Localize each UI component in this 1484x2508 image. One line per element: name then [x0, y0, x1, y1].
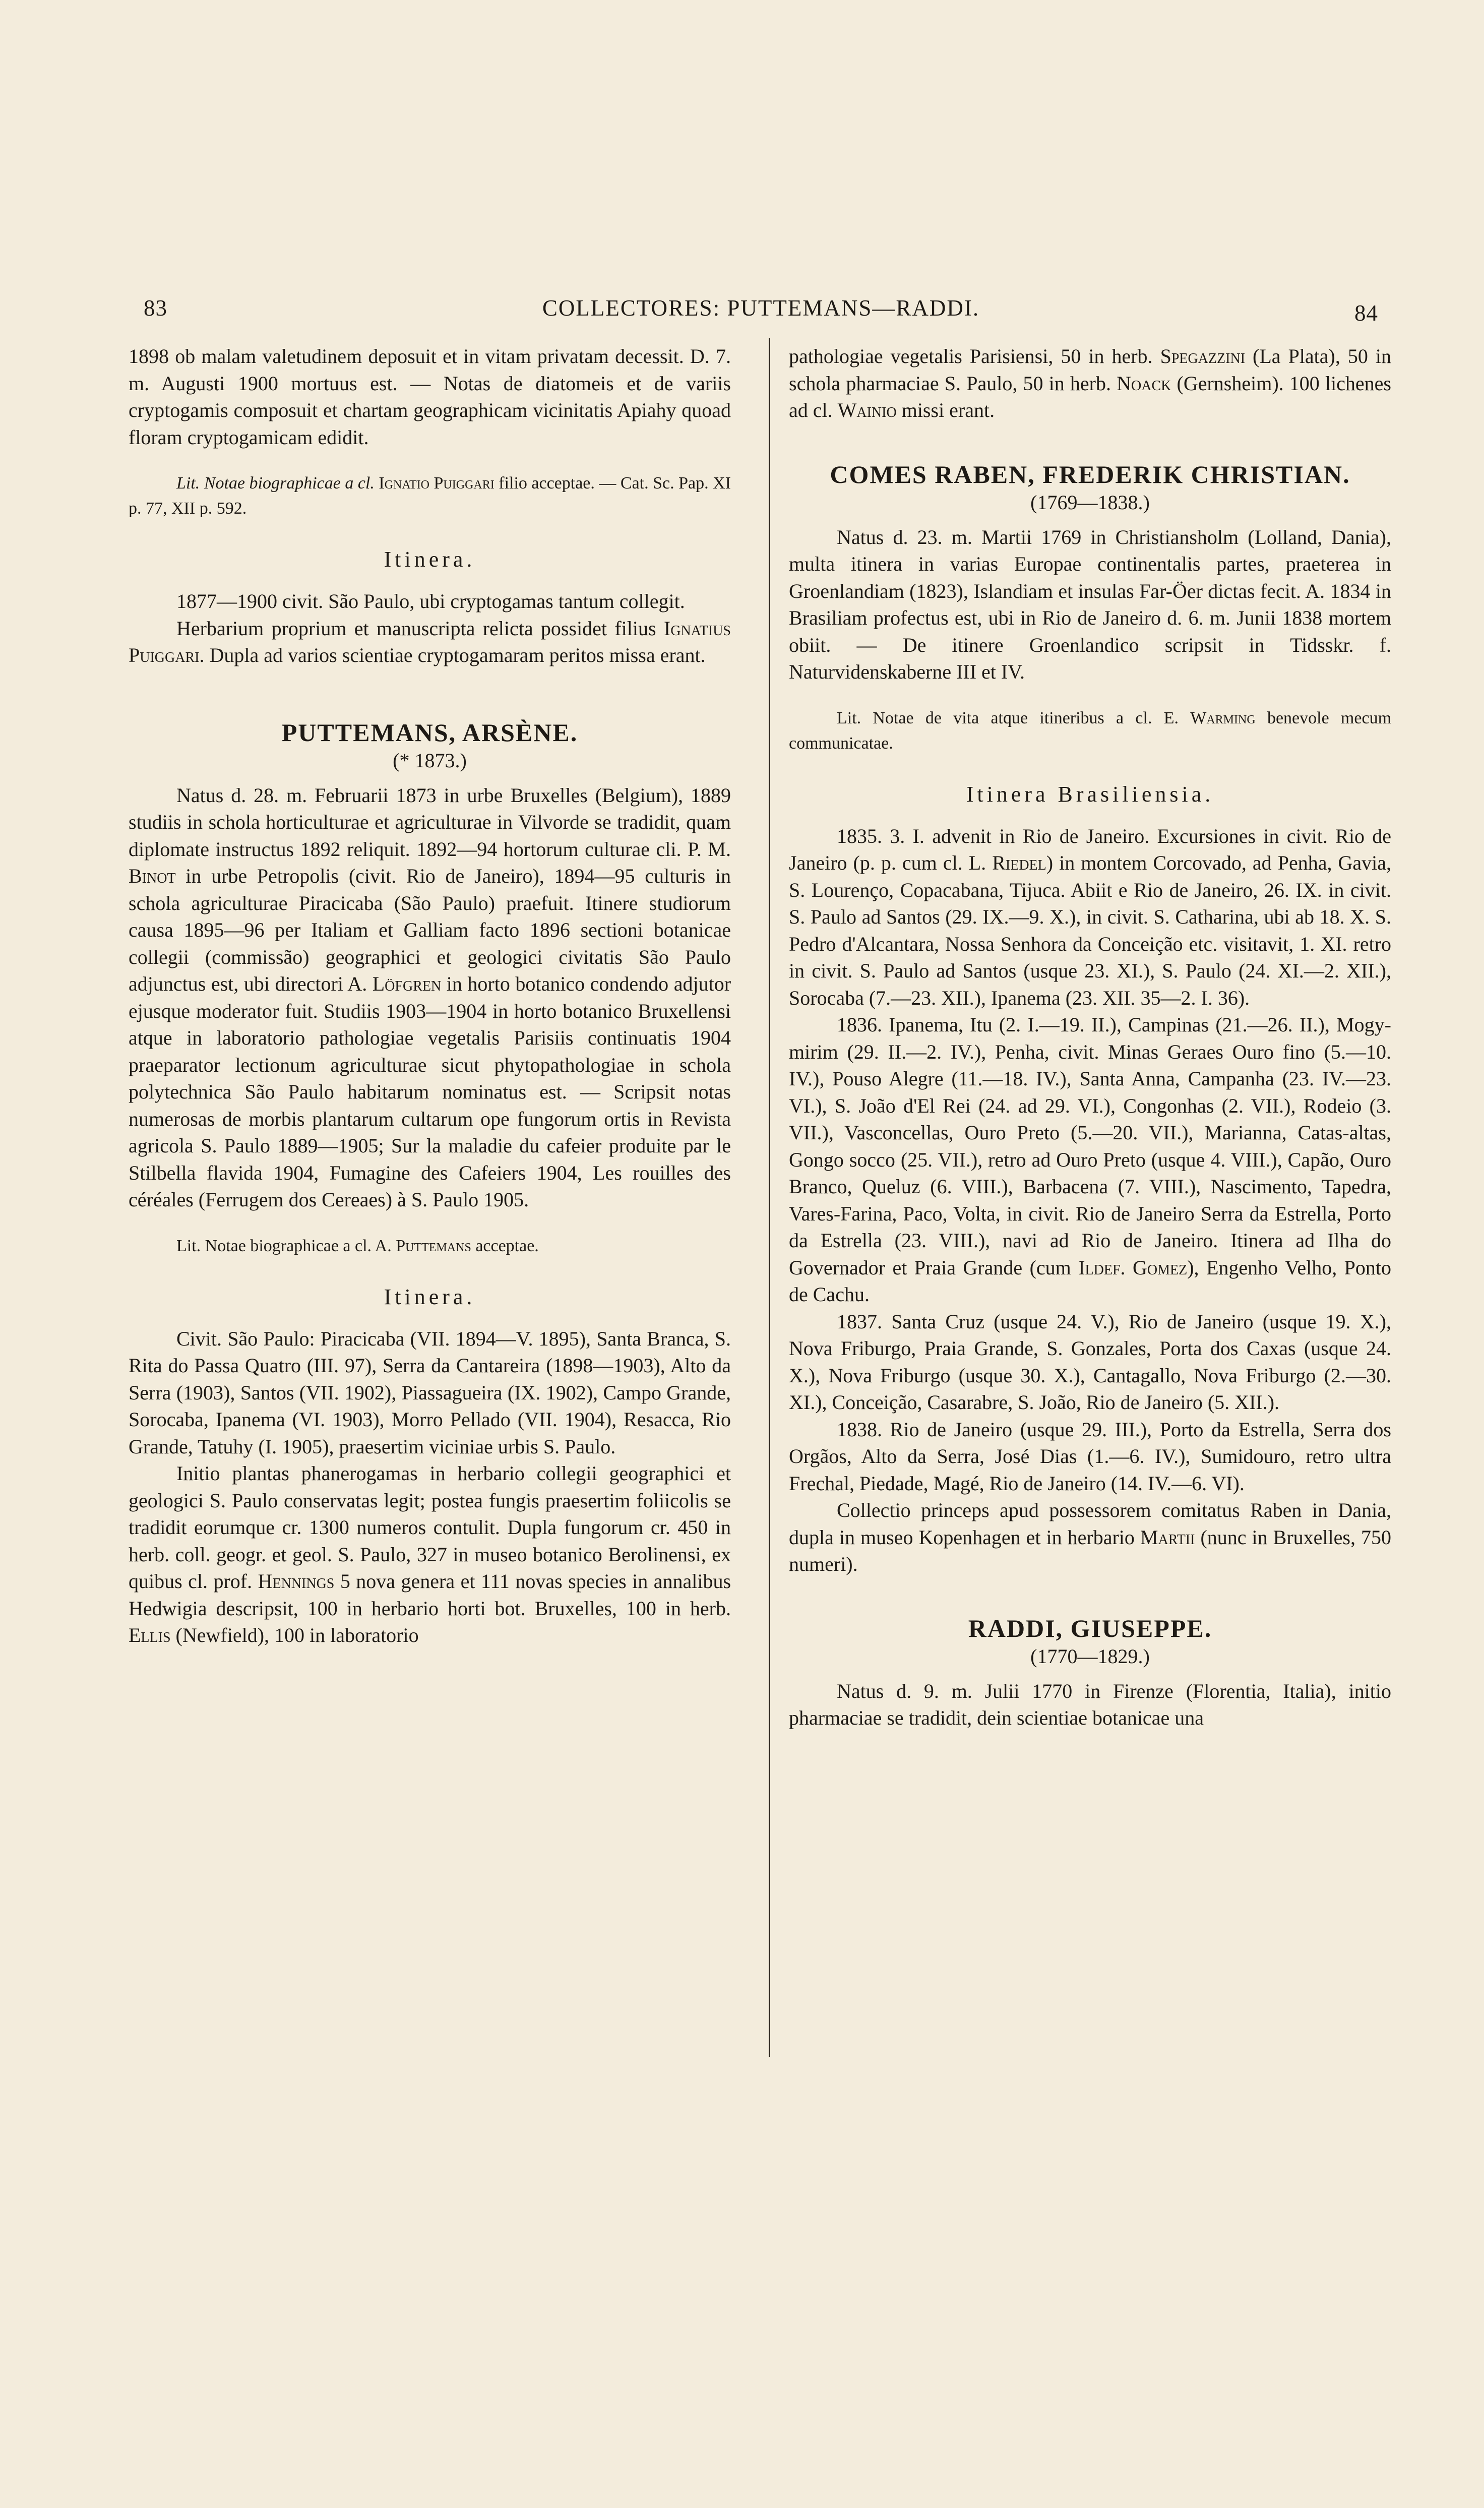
entry-dates-puttemans: (* 1873.): [393, 749, 467, 772]
person-name: Riedel: [992, 851, 1046, 874]
column-divider: [769, 338, 770, 2057]
person-name: Noack: [1117, 372, 1171, 395]
lit-label: Lit.: [176, 474, 200, 493]
puttemans-collection-text: Initio plantas phanerogamas in herbario collegii geographici et geologici S. Paulo conservatas legit; postea fungis praesertim foliicolis se tradidit eorumque cr. 1300 numeros contulit. Dupla fungorum cr. 450 in herb. coll. geogr. et geol. S. Paulo, 327 in museo botanico Berolinensi, ex quibus cl. prof. Hennings 5 nova genera et 111 novas species in annalibus Hedwigia descripsit, 100 in herbario horti bot. Bruxelles, 100 in herb. Ellis (Newfield), 100 in laboratorio: [129, 1462, 731, 1646]
person-name: Ildef. Gomez: [1078, 1256, 1188, 1279]
section-heading-itinera: Itinera.: [384, 547, 476, 572]
person-name: Binot: [129, 865, 176, 887]
raben-literature: Lit. Notae de vita atque itineribus a cl. E. Warming benevole mecum communicatae.: [789, 708, 1392, 753]
person-name: Puttemans: [396, 1236, 471, 1255]
person-name: Löfgren: [372, 972, 442, 995]
entry-heading-puttemans: PUTTEMANS, ARSÈNE.: [281, 718, 578, 747]
raben-year-1836: 1836. Ipanema, Itu (2. I.—19. II.), Campinas (21.—26. II.), Mogy-mirim (29. II.—2. IV.), Penha, civit. Minas Geraes Ouro fino (5.—10. IV.), Pouso Alegre (11.—18. IV.), Santa Anna, Campanha (23. IV.—23. VI.), S. João d'El Rei (24. ad 29. VI.), Congonhas (2. VII.), Rodeio (3. VII.), Vasconcellas, Ouro Preto (5.—20. VII.), Marianna, Catas-altas, Gongo socco (25. VII.), retro ad Ouro Preto (usque 4. VIII.), Capão, Ouro Branco, Queluz (6. VIII.), Barbacena (7. VIII.), Nascimento, Tapedra, Vares-Farina, Paco, Volta, in civit. Rio de Janeiro Serra da Estrella, Porto da Estrella (23. VIII.), navi ad Rio de Janeiro. Itinera ad Ilha do Governador et Praia Grande (cum Ildef. Gomez), Engenho Velho, Ponto de Cachu.: [789, 1013, 1392, 1306]
raben-year-1837: 1837. Santa Cruz (usque 24. V.), Rio de Janeiro (usque 19. X.), Nova Friburgo, Praia Grande, S. Gonzales, Porta dos Caxas (usque 24. X.), Nova Friburgo (usque 30. X.), Cantagallo, Nova Friburgo (2.—30. XI.), Conceição, Casarabre, S. João, Rio de Janeiro (5. XII.).: [789, 1310, 1391, 1414]
right-column: [789, 343, 1391, 1732]
puiggari-itinera-text: 1877—1900 civit. São Paulo, ubi cryptogamas tantum collegit.: [176, 590, 685, 613]
person-name: Martii: [1140, 1525, 1195, 1549]
section-heading-itinera: Itinera.: [384, 1284, 476, 1309]
entry-heading-raben: COMES RABEN, FREDERIK CHRISTIAN.: [830, 460, 1350, 488]
puttemans-collection-end: pathologiae vegetalis Parisiensi, 50 in herb. Spegazzini (La Plata), 50 in schola pharmaciae S. Paulo, 50 in herb. Noack (Gernsheim). 100 lichenes ad cl. Wainio missi erant.: [789, 345, 1392, 421]
puttemans-literature: Lit. Notae biographicae a cl. A. Puttemans acceptae.: [176, 1236, 539, 1255]
person-name: Warming: [1190, 708, 1256, 727]
page-number-right: 84: [1354, 300, 1378, 326]
person-name: Ellis: [129, 1624, 171, 1646]
person-name: Hennings: [258, 1570, 335, 1593]
raben-collection: Collectio princeps apud possessorem comitatus Raben in Dania, dupla in museo Kopenhagen et in herbario Martii (nunc in Bruxelles, 750 numeri).: [789, 1499, 1391, 1575]
raben-year-1835: 1835. 3. I. advenit in Rio de Janeiro. Excursiones in civit. Rio de Janeiro (p. p. cum cl. L. Riedel) in montem Corcovado, ad Penha, Gavia, S. Lourenço, Copacabana, Tijuca. Abiit e Rio de Janeiro, 26. IX. in civit. S. Paulo ad Santos (29. IX.—9. X.), in civit. S. Catharina, ubi ab 18. X. S. Pedro d'Alcantara, Nossa Senhora da Conceição etc. visitavit, 1. XI. retro in civit. S. Paulo ad Santos (usque 23. XI.), S. Paulo (24. XI.—2. XII.), Sorocaba (7.—23. XII.), Ipanema (23. XII. 35—2. I. 36).: [789, 824, 1392, 1009]
puiggari-herbarium-text: Herbarium proprium et manuscripta relicta possidet filius Ignatius Puiggari. Dupla ad varios scientiae cryptogamaram peritos missa erant.: [129, 617, 731, 666]
left-column: [129, 343, 731, 1649]
raddi-bio: Natus d. 9. m. Julii 1770 in Firenze (Florentia, Italia), initio pharmaciae se tradidit, dein scientiae botanicae una: [789, 1679, 1391, 1729]
person-name: Spegazzini: [1160, 345, 1246, 368]
puttemans-itinera-text: Civit. São Paulo: Piracicaba (VII. 1894—V. 1895), Santa Branca, S. Rita do Passa Quatro (III. 97), Serra da Cantareira (1898—1903), Alto da Serra (1903), Santos (VII. 1902), Piassagueira (IX. 1902), Campo Grande, Sorocaba, Ipanema (VI. 1903), Morro Pellado (VII. 1904), Resacca, Rio Grande, Tatuhy (I. 1905), praesertim viciniae urbis S. Paulo.: [129, 1327, 731, 1458]
puiggari-literature: Lit. Notae biographicae a cl. Ignatio Puiggari filio acceptae. — Cat. Sc. Pap. XI p. 77, XII p. 592.: [129, 474, 731, 518]
entry-heading-raddi: RADDI, GIUSEPPE.: [968, 1614, 1212, 1642]
person-name: Wainio: [837, 399, 897, 421]
raben-year-1838: 1838. Rio de Janeiro (usque 29. III.), Porto da Estrella, Serra dos Orgãos, Alto da Serra, José Dias (1.—6. IV.), Sumidouro, retro ultra Frechal, Piedade, Magé, Rio de Janeiro (14. IV.—6. VI).: [789, 1418, 1391, 1495]
person-name: Ignatio Puiggari: [379, 474, 494, 493]
page-number-left: 83: [144, 295, 167, 321]
puttemans-bio: Natus d. 28. m. Februarii 1873 in urbe Bruxelles (Belgium), 1889 studiis in schola horticulturae et agriculturae in Vilvorde se tradidit, quam diplomate instructus 1892 reliquit. 1892—94 hortorum culturae cli. P. M. Binot in urbe Petropolis (civit. Rio de Janeiro), 1894—95 culturis in schola agriculturae Piracicaba (São Paulo) praefuit. Itinere studiorum causa 1895—96 per Italiam et Galliam facto 1896 sectioni botanicae collegii (commissão) geographici et geologici civitatis São Paulo adjunctus est, ubi directori A. Löfgren in horto botanico condendo adjutor ejusque moderator fuit. Studiis 1903—1904 in horto botanico Bruxellensi atque in laboratorio pathologiae vegetalis Parisiis continuatis 1904 praeparator lectionum agriculturae sicut phytopathologiae in schola polytechnica São Paulo habitarum nominatus est. — Scripsit notas numerosas de morbis plantarum cultarum ope fungorum ortis in Revista agricola S. Paulo 1889—1905; Sur la maladie du cafeier produite par le Stilbella flavida 1904, Fumagine des Cafeiers 1904, Les rouilles des céréales (Ferrugem dos Cereaes) à S. Paulo 1905.: [129, 783, 731, 1211]
raben-bio: Natus d. 23. m. Martii 1769 in Christiansholm (Lolland, Dania), multa itinera in varias Europae continentalis partes, praeterea in Groenlandiam (1823), Islandiam et insulas Far-Öer dictas fecit. A. 1834 in Brasiliam profectus est, ubi in Rio de Janeiro d. 6. m. Junii 1838 mortem obiit. — De itinere Groenlandico scripsit in Tidsskr. f. Naturvidenskaberne III et IV.: [789, 525, 1391, 683]
running-title: COLLECTORES: PUTTEMANS—RADDI.: [542, 295, 980, 321]
page-header: [144, 285, 1378, 330]
entry-dates-raddi: (1770—1829.): [1030, 1644, 1150, 1668]
puiggari-bio-end: 1898 ob malam valetudinem deposuit et in vitam privatam decessit. D. 7. m. Augusti 1900 mortuus est. — Notas de diatomeis et de variis cryptogamis composuit et chartam geographicam vicinitatis Apiahy quoad floram cryptogamicam edidit.: [129, 345, 731, 449]
entry-dates-raben: (1769—1838.): [1030, 491, 1150, 514]
person-name: Ignatius Puiggari: [129, 617, 731, 666]
section-heading-itinera-brasiliensia: Itinera Brasiliensia.: [966, 781, 1214, 807]
